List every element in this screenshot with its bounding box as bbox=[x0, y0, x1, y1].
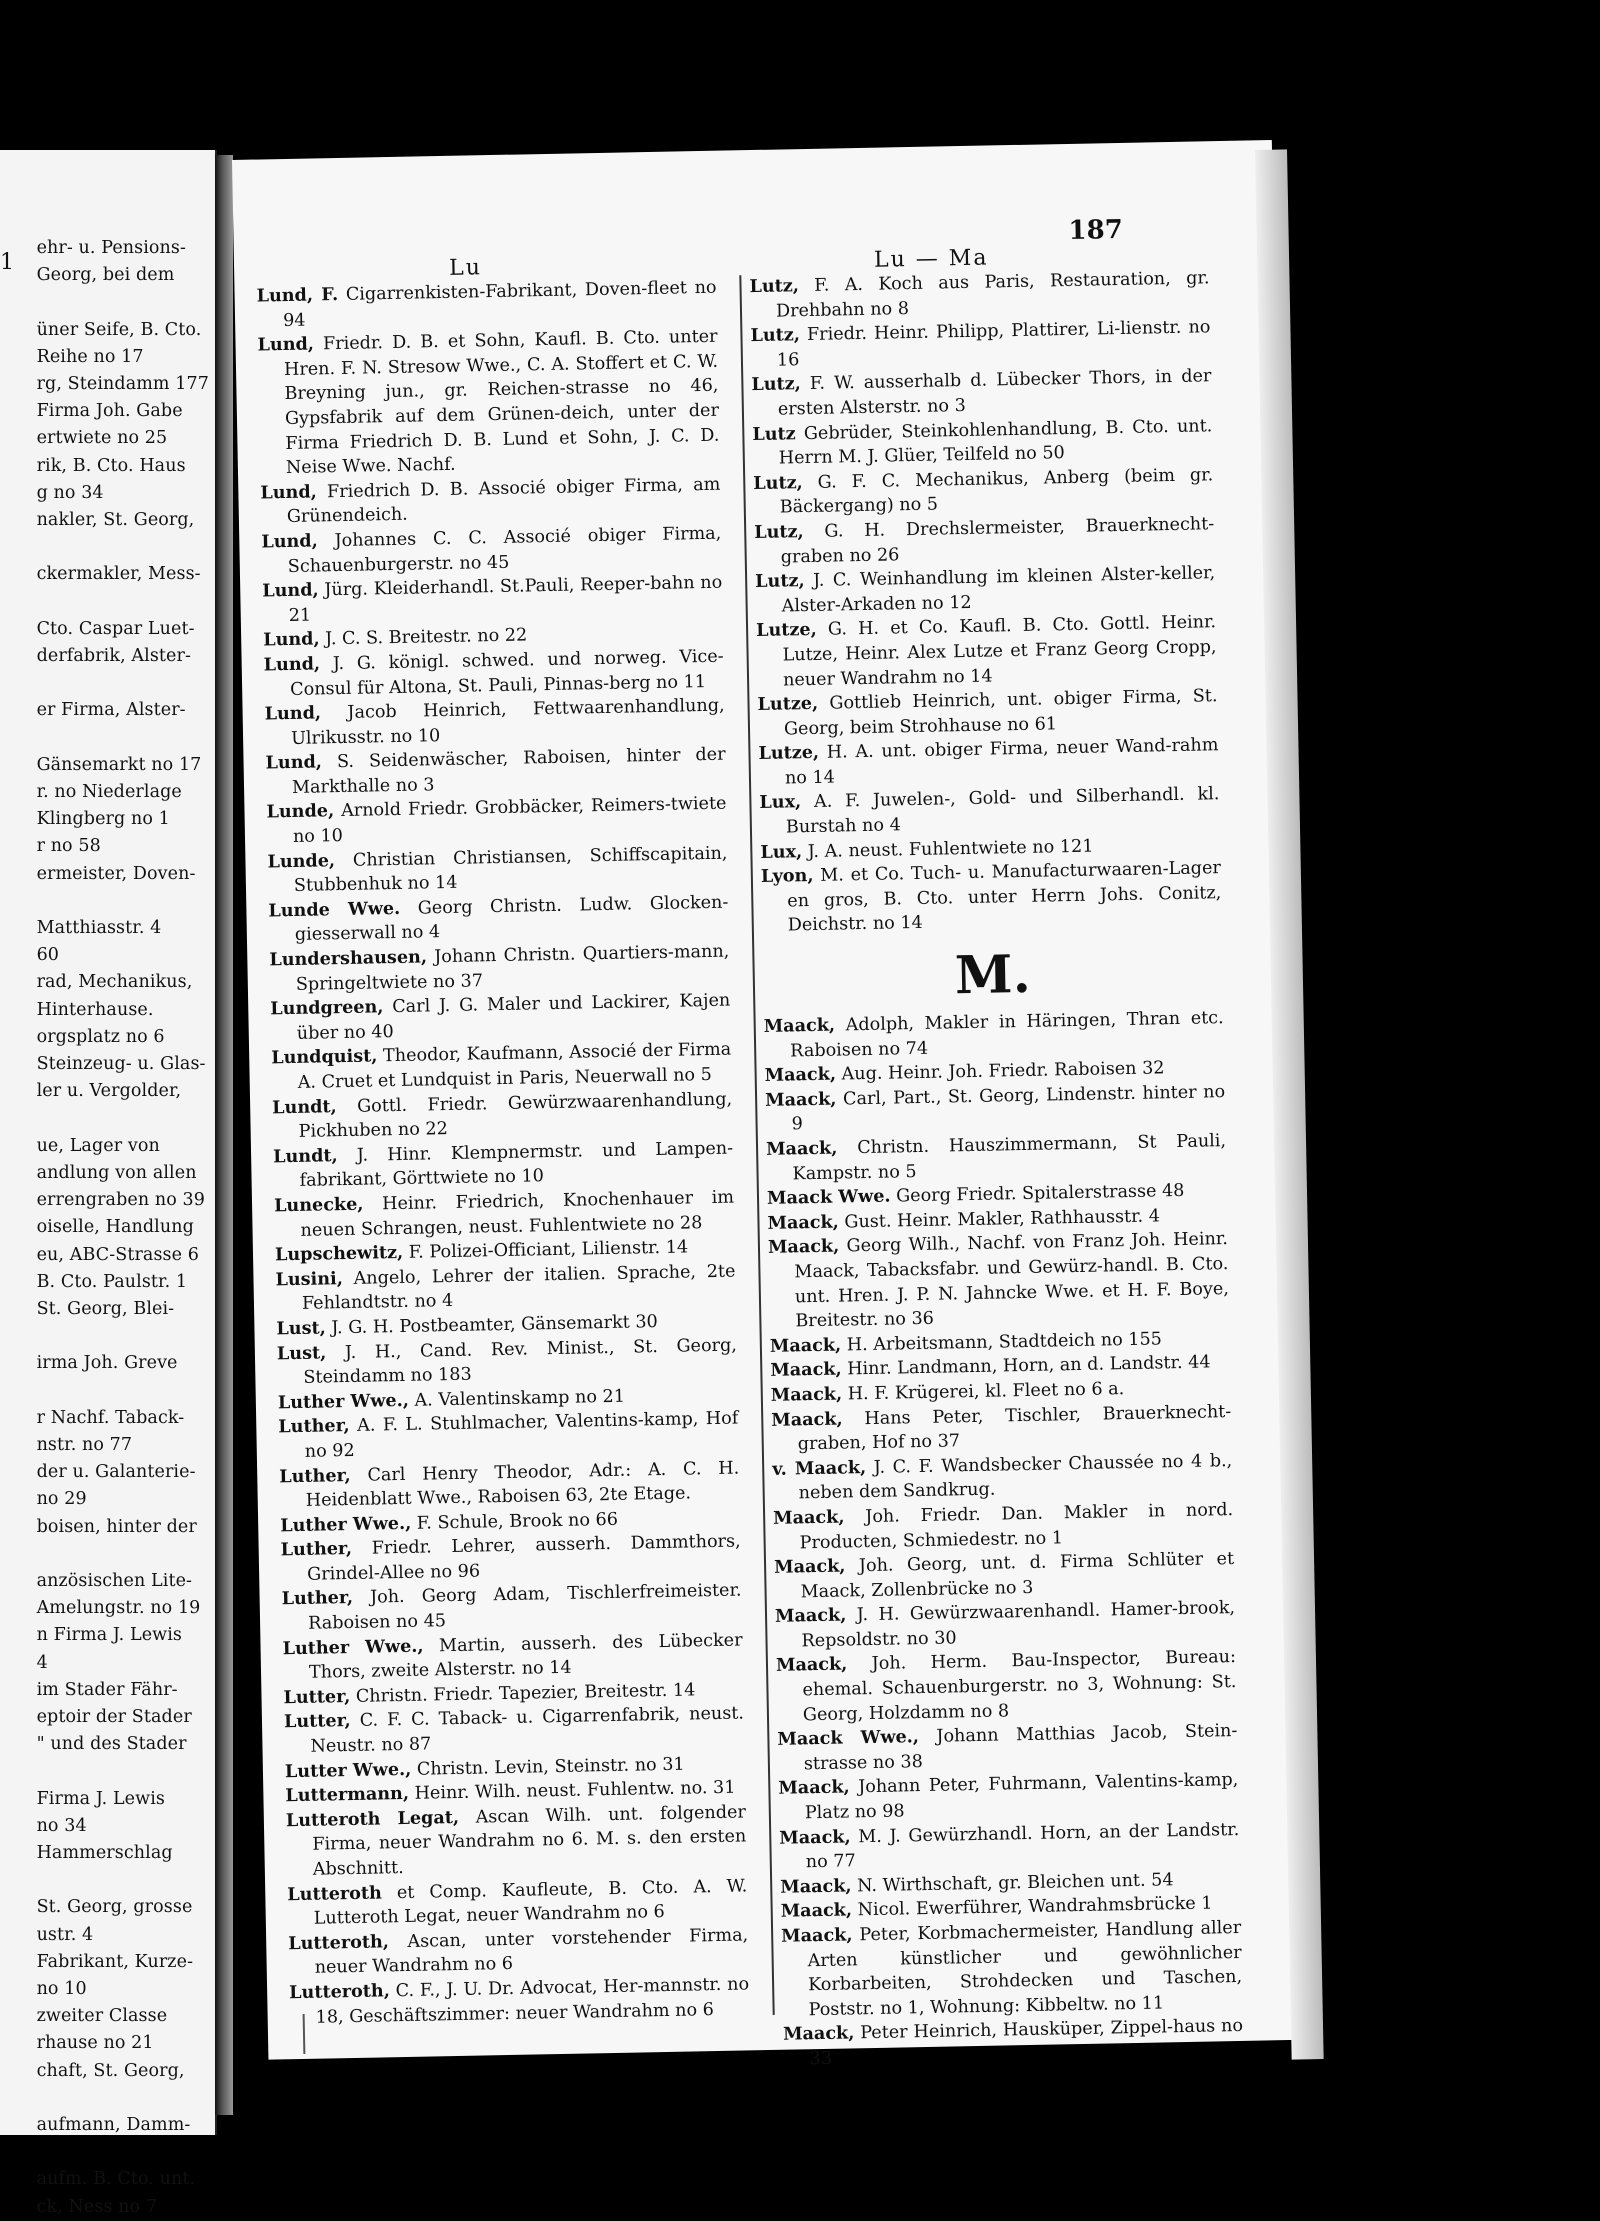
entry-name: Lundgreen, bbox=[270, 996, 384, 1020]
entry-name: Lutter, bbox=[283, 1710, 351, 1733]
previous-page-running-head: 1 bbox=[0, 250, 14, 275]
directory-entry bbox=[267, 841, 728, 899]
entry-text: Joh. Friedr. Dan. Makler in nord. Producten, Schmiedestr. no 1 bbox=[799, 1499, 1234, 1553]
entry-text: Heinr. Friedrich, Knochenhauer im neuen Schrangen, neust. Fuhlentwiete no 28 bbox=[300, 1187, 735, 1241]
directory-entry bbox=[279, 1456, 740, 1514]
entry-name: Maack, bbox=[782, 2022, 855, 2046]
directory-entry bbox=[266, 792, 727, 850]
directory-entry bbox=[277, 1333, 738, 1391]
previous-page-line: ermeister, Doven- bbox=[36, 863, 196, 884]
previous-page-line bbox=[37, 1378, 209, 1405]
entry-name: Lund, bbox=[260, 481, 317, 504]
entry-name: Lutter Wwe., bbox=[284, 1758, 412, 1782]
entry-text: F. W. ausserhalb d. Lübecker Thors, in der ersten Alsterstr. no 3 bbox=[777, 366, 1212, 420]
entry-text: Hans Peter, Tischler, Brauerknecht-graben, Hof no 37 bbox=[797, 1401, 1232, 1455]
previous-page-line: r. no Niederlage bbox=[36, 782, 182, 803]
entry-name: Maack, bbox=[779, 1826, 851, 1849]
entry-text: M. et Co. Tuch- u. Manufacturwaaren-Lager en gros, B. Cto. unter Herrn Johs. Conitz, Deichstr. no 14 bbox=[787, 858, 1222, 936]
entry-name: Maack, bbox=[780, 1924, 853, 1947]
entry-text: G. H. et Co. Kaufl. B. Cto. Gottl. Heinr. Lutze, Heinr. Alex Lutze et Franz Georg Cropp, neuer Wandrahm no 14 bbox=[782, 612, 1217, 691]
previous-page-line bbox=[37, 1867, 209, 1894]
entry-name: Lutze, bbox=[757, 692, 819, 716]
previous-page-line: eu, ABC-Strasse 6 bbox=[36, 1244, 199, 1265]
entry-text: G. F. C. Mechanikus, Anberg (beim gr. Bäckergang) no 5 bbox=[779, 464, 1214, 518]
previous-page-line: r no 58 bbox=[36, 836, 101, 857]
directory-entry bbox=[777, 1719, 1238, 1777]
directory-entry bbox=[758, 733, 1219, 791]
section-letter: M. bbox=[954, 943, 1032, 1007]
entry-name: Lundquist, bbox=[271, 1045, 378, 1069]
entry-name: Lund, bbox=[265, 751, 323, 774]
entry-name: Lund, bbox=[257, 333, 315, 356]
entry-text: F. Polizei-Officiant, Lilienstr. 14 bbox=[408, 1237, 689, 1263]
previous-page-line: der u. Galanterie- bbox=[36, 1462, 196, 1483]
previous-page-line: ue, Lager von bbox=[36, 1135, 160, 1156]
previous-page-line: no 34 bbox=[36, 1815, 87, 1836]
entry-name: Maack, bbox=[767, 1211, 840, 1234]
directory-entry bbox=[284, 1702, 745, 1760]
directory-entry bbox=[765, 1080, 1226, 1138]
directory-entry bbox=[263, 645, 724, 703]
entry-text: Jacob Heinrich, Fettwaarenhandlung, Ulrikusstr. no 10 bbox=[290, 695, 725, 749]
directory-entry bbox=[759, 783, 1220, 841]
previous-page-line bbox=[37, 589, 209, 616]
entry-text: Christn. Hauszimmermann, St Pauli, Kampstr. no 5 bbox=[792, 1131, 1227, 1185]
directory-entry bbox=[257, 325, 720, 481]
entry-text: J. C. S. Breitestr. no 22 bbox=[325, 625, 528, 650]
entry-name: Lutter, bbox=[283, 1685, 351, 1709]
entry-text: Gottl. Friedr. Gewürzwaarenhandlung, Pickhuben no 22 bbox=[298, 1089, 733, 1143]
previous-page-line: nstr. no 77 bbox=[36, 1434, 133, 1455]
previous-page-line: 60 bbox=[36, 945, 60, 966]
previous-page-line: n Firma J. Lewis bbox=[36, 1625, 183, 1646]
previous-page-line: zweiter Classe bbox=[36, 2006, 168, 2027]
entry-text: Heinr. Wilh. neust. Fuhlentw. no. 31 bbox=[414, 1777, 736, 1805]
entry-name: Maack, bbox=[770, 1383, 843, 1406]
entry-name: Lutteroth Legat, bbox=[285, 1806, 460, 1832]
entry-name: Maack, bbox=[771, 1408, 843, 1431]
previous-page-line: ckermakler, Mess- bbox=[36, 564, 201, 585]
previous-page-line: Reihe no 17 bbox=[36, 346, 144, 367]
directory-entry bbox=[280, 1530, 741, 1588]
previous-page-line bbox=[37, 534, 209, 561]
entry-name: Lutz, bbox=[754, 521, 804, 543]
entry-text: J. G. H. Postbeamter, Gänsemarkt 30 bbox=[331, 1311, 658, 1339]
entry-text: F. Schule, Brook no 66 bbox=[416, 1509, 619, 1534]
previous-page-line: Klingberg no 1 bbox=[36, 809, 170, 830]
entry-name: Luther Wwe., bbox=[280, 1512, 412, 1537]
entry-name: Lund, bbox=[261, 530, 318, 553]
entry-text: Ascan, unter vorstehender Firma, neuer Wandrahm no 6 bbox=[314, 1925, 749, 1979]
entry-name: Lutteroth, bbox=[288, 1931, 390, 1955]
previous-page-line: chaft, St. Georg, bbox=[36, 2060, 185, 2081]
entry-name: Lutz, bbox=[749, 275, 800, 298]
previous-page-line: ehr- u. Pensions- bbox=[36, 238, 187, 258]
entry-name: Lundershausen, bbox=[269, 946, 428, 971]
entry-name: Luther Wwe., bbox=[282, 1635, 424, 1659]
directory-entry bbox=[771, 1400, 1232, 1458]
entry-text: J. C. Weinhandlung im kleinen Alster-keller, Alster-Arkaden no 12 bbox=[781, 563, 1216, 617]
entry-text: Friedr. Heinr. Philipp, Plattirer, Li-lienstr. no 16 bbox=[776, 317, 1211, 371]
book-gutter bbox=[215, 155, 233, 2115]
entry-text: Christn. Friedr. Tapezier, Breitestr. 14 bbox=[355, 1680, 696, 1707]
entry-text: Carl Henry Theodor, Adr.: A. C. H. Heidenblatt Wwe., Raboisen 63, 2te Etage. bbox=[305, 1458, 740, 1511]
directory-entry bbox=[753, 463, 1214, 521]
previous-page-line: rik, B. Cto. Haus bbox=[36, 455, 186, 476]
entry-text: A. F. L. Stuhlmacher, Valentins-kamp, Hof no 92 bbox=[304, 1408, 739, 1462]
entry-text: Cigarrenkisten-Fabrikant, Doven-fleet no 94 bbox=[282, 277, 717, 331]
previous-page-line: Georg, bei dem bbox=[36, 265, 175, 286]
previous-page-line: ertwiete no 25 bbox=[36, 428, 168, 449]
entry-text: Ascan Wilh. unt. folgender Firma, neuer Wandrahm no 6. M. s. den ersten Abschnitt. bbox=[312, 1802, 747, 1880]
entry-name: Maack, bbox=[780, 1899, 853, 1923]
directory-entry bbox=[286, 1800, 747, 1883]
previous-page-line: rad, Mechanikus, bbox=[36, 972, 193, 993]
entry-name: Lund, bbox=[262, 579, 319, 602]
entry-name: Luther, bbox=[281, 1587, 354, 1610]
entry-name: Maack, bbox=[764, 1063, 837, 1087]
entry-text: J. C. F. Wandsbecker Chaussée no 4 b., neben dem Sandkrug. bbox=[798, 1450, 1233, 1504]
entry-name: Lupschewitz, bbox=[274, 1242, 404, 1266]
directory-entry bbox=[756, 611, 1217, 694]
entry-name: Maack, bbox=[778, 1776, 850, 1800]
entry-name: Maack, bbox=[780, 1875, 852, 1898]
previous-page-line: oiselle, Handlung bbox=[36, 1217, 194, 1238]
previous-page-line: eptoir der Stader bbox=[36, 1706, 192, 1727]
entry-name: Lux, bbox=[760, 840, 803, 863]
directory-entry bbox=[265, 743, 726, 801]
entry-name: Lusini, bbox=[275, 1267, 344, 1291]
entry-text: H. A. unt. obiger Firma, neuer Wand-rahm no 14 bbox=[784, 735, 1219, 789]
entry-text: G. H. Drechslermeister, Brauerknecht-graben no 26 bbox=[780, 514, 1215, 568]
entry-text: Friedrich D. B. Associé obiger Firma, am Grünendeich. bbox=[286, 474, 721, 528]
previous-page-line: St. Georg, Blei- bbox=[36, 1298, 175, 1319]
directory-entry bbox=[282, 1628, 743, 1686]
entry-name: Lux, bbox=[759, 791, 802, 814]
previous-page-line: orgsplatz no 6 bbox=[36, 1026, 165, 1047]
entry-name: Lund, F. bbox=[256, 283, 339, 307]
entry-text: Arnold Friedr. Grobbäcker, Reimers-twiete no 10 bbox=[292, 794, 727, 848]
previous-page-line: ck, Ness no 7 bbox=[36, 2196, 158, 2217]
entry-text: Georg Wilh., Nachf. von Franz Joh. Heinr. Maack, Tabacksfabr. und Gewürz-handl. B. Cto. unt. Hren. J. P. N. Jahncke Wwe. et H. F. Boye, Breitestr. no 36 bbox=[794, 1229, 1230, 1332]
entry-name: Maack, bbox=[773, 1555, 846, 1578]
previous-page-line bbox=[37, 1541, 209, 1568]
entry-name: Lundt, bbox=[271, 1095, 337, 1118]
entry-text: Johann Peter, Fuhrmann, Valentins-kamp, Platz no 98 bbox=[804, 1770, 1239, 1824]
entry-text: Georg Friedr. Spitalerstrasse 48 bbox=[895, 1181, 1185, 1207]
directory-entry bbox=[757, 684, 1218, 742]
entry-name: Lutz, bbox=[750, 324, 801, 347]
directory-entry bbox=[288, 1923, 749, 1981]
entry-text: Christn. Levin, Steinstr. no 31 bbox=[416, 1754, 685, 1780]
entry-text: J. Hinr. Klempnermstr. und Lampen-fabrikant, Görttwiete no 10 bbox=[299, 1138, 734, 1192]
previous-page-line: boisen, hinter der bbox=[36, 1516, 197, 1537]
previous-page-line bbox=[37, 2139, 209, 2166]
entry-text: Angelo, Lehrer der italien. Sprache, 2te Fehlandtstr. no 4 bbox=[301, 1261, 736, 1315]
entry-text: Carl, Part., St. Georg, Lindenstr. hinter no 9 bbox=[791, 1081, 1226, 1135]
previous-page-line: im Stader Fähr- bbox=[36, 1679, 178, 1700]
running-head-left: Lu bbox=[448, 255, 483, 281]
previous-page-line: " und des Stader bbox=[36, 1734, 187, 1755]
directory-entry bbox=[270, 989, 731, 1047]
directory-entry bbox=[278, 1407, 739, 1465]
entry-text: Christian Christiansen, Schiffscapitain, Stubbenhuk no 14 bbox=[293, 843, 728, 897]
previous-page-line: B. Cto. Paulstr. 1 bbox=[36, 1271, 188, 1292]
entry-name: Lunde, bbox=[266, 800, 335, 823]
entry-name: Maack, bbox=[764, 1088, 837, 1111]
entry-text: Joh. Georg, unt. d. Firma Schlüter et Maack, Zollenbrücke no 3 bbox=[800, 1549, 1235, 1603]
directory-entry bbox=[755, 561, 1216, 619]
entry-text: Georg Christn. Ludw. Glocken-giesserwall no 4 bbox=[294, 892, 729, 946]
previous-page-line bbox=[37, 1106, 209, 1133]
previous-page-line: er Firma, Alster- bbox=[36, 700, 186, 721]
entry-name: Lunecke, bbox=[273, 1193, 364, 1217]
directory-entry bbox=[749, 266, 1210, 324]
entry-text: Nicol. Ewerführer, Wandrahmsbrücke 1 bbox=[857, 1893, 1213, 1921]
directory-entry bbox=[774, 1547, 1235, 1605]
entry-text: J. A. neust. Fuhlentwiete no 121 bbox=[807, 836, 1094, 862]
previous-page-line: Hammerschlag bbox=[36, 1842, 173, 1863]
directory-entry bbox=[273, 1136, 734, 1194]
entry-name: Lutz, bbox=[753, 471, 803, 494]
entry-name: Maack, bbox=[770, 1358, 842, 1382]
directory-entry bbox=[778, 1768, 1239, 1826]
directory-entry bbox=[751, 365, 1212, 423]
previous-page-line: nakler, St. Georg, bbox=[36, 510, 195, 531]
running-head-right: Lu — Ma bbox=[873, 245, 989, 273]
previous-page-line: aufmann, Damm- bbox=[36, 2115, 191, 2136]
directory-entry bbox=[287, 1874, 748, 1932]
entry-name: Lutz bbox=[752, 422, 796, 445]
entry-name: Lutze, bbox=[755, 619, 817, 642]
entry-text: A. Valentinskamp no 21 bbox=[414, 1386, 626, 1411]
entry-name: Lutteroth bbox=[287, 1882, 383, 1905]
previous-page-line: St. Georg, grosse bbox=[36, 1897, 193, 1918]
entry-name: Lunde Wwe. bbox=[268, 897, 401, 922]
previous-page-line: g no 34 bbox=[36, 482, 104, 503]
previous-page-line bbox=[37, 1323, 209, 1350]
previous-page-line bbox=[37, 670, 209, 697]
entry-name: Luther Wwe., bbox=[277, 1389, 410, 1414]
previous-page-line: Firma Joh. Gabe bbox=[36, 401, 183, 422]
entry-text: Friedr. Lehrer, ausserh. Dammthors, Grindel-Allee no 96 bbox=[306, 1531, 741, 1585]
directory-entry bbox=[271, 1038, 732, 1096]
left-column bbox=[256, 276, 749, 2031]
directory-entry bbox=[779, 1818, 1240, 1876]
entry-text: Martin, ausserh. des Lübecker Thors, zweite Alsterstr. no 14 bbox=[308, 1630, 743, 1684]
previous-page-line bbox=[37, 289, 209, 316]
entry-text: Peter Heinrich, Hausküper, Zippel-haus no 33 bbox=[809, 2016, 1244, 2070]
entry-text: Johannes C. C. Associé obiger Firma, Schauenburgerstr. no 45 bbox=[287, 523, 722, 577]
entry-name: Luther, bbox=[279, 1464, 351, 1487]
entry-name: Maack, bbox=[769, 1334, 842, 1357]
previous-page-line: Gänsemarkt no 17 bbox=[36, 754, 202, 775]
directory-entry bbox=[768, 1227, 1230, 1334]
entry-name: Maack, bbox=[774, 1604, 847, 1628]
previous-page-line: andlung von allen bbox=[36, 1162, 197, 1183]
previous-page-line: no 10 bbox=[36, 1979, 87, 1999]
entry-text: Aug. Heinr. Joh. Friedr. Raboisen 32 bbox=[841, 1058, 1165, 1085]
entry-name: Lutz, bbox=[751, 373, 802, 396]
previous-page-line: Amelungstr. no 19 bbox=[36, 1598, 201, 1619]
directory-entry bbox=[752, 414, 1213, 472]
directory-entry bbox=[274, 1186, 735, 1244]
entry-text: M. J. Gewürzhandl. Horn, an der Landstr. no 77 bbox=[805, 1819, 1240, 1873]
right-column bbox=[749, 266, 1243, 2072]
directory-entry bbox=[750, 315, 1211, 373]
directory-entry bbox=[264, 694, 725, 752]
previous-page-line bbox=[37, 888, 209, 915]
entry-text: H. Arbeitsmann, Stadtdeich no 155 bbox=[846, 1329, 1163, 1356]
entry-text: J. H., Cand. Rev. Minist., St. Georg, Steindamm no 183 bbox=[303, 1335, 738, 1388]
entry-name: Luther, bbox=[280, 1538, 353, 1561]
entry-name: Lust, bbox=[276, 1317, 326, 1340]
previous-page-line: aufm. B. Cto. unt. bbox=[36, 2169, 196, 2190]
entry-text: Johann Christn. Quartiers-mann, Springeltwiete no 37 bbox=[295, 941, 730, 995]
previous-page-line: Matthiasstr. 4 bbox=[36, 918, 162, 939]
entry-text: Johann Matthias Jacob, Stein-strasse no 38 bbox=[803, 1721, 1238, 1775]
previous-page-line: 4 bbox=[36, 1652, 48, 1673]
previous-page-line: Fabrikant, Kurze- bbox=[36, 1951, 194, 1972]
directory-entry bbox=[772, 1449, 1233, 1507]
entry-text: C. F., J. U. Dr. Advocat, Her-mannstr. no 18, Geschäftszimmer: neuer Wandrahm no 6 bbox=[315, 1974, 750, 2028]
directory-entry bbox=[289, 1972, 750, 2030]
entry-text: Hinr. Landmann, Horn, an d. Landstr. 44 bbox=[847, 1352, 1211, 1380]
entry-name: Maack Wwe., bbox=[777, 1726, 920, 1751]
entry-text: Jürg. Kleiderhandl. St.Pauli, Reeper-bahn no 21 bbox=[288, 572, 723, 626]
previous-page-line bbox=[37, 1758, 209, 1785]
previous-page-line: Hinterhause. bbox=[36, 999, 154, 1020]
entry-name: Luttermann, bbox=[285, 1783, 410, 1807]
previous-page-line bbox=[37, 725, 209, 752]
previous-page-line: ustr. 4 bbox=[36, 1924, 94, 1945]
entry-name: Maack, bbox=[775, 1653, 848, 1677]
directory-entry bbox=[262, 571, 723, 629]
entry-text: Joh. Georg Adam, Tischlerfreimeister. Raboisen no 45 bbox=[307, 1580, 742, 1634]
right-column-entries-m bbox=[764, 1006, 1244, 2072]
previous-page-line: errengraben no 39 bbox=[36, 1190, 206, 1211]
directory-entry bbox=[761, 856, 1222, 939]
entry-text: F. A. Koch aus Paris, Restauration, gr. Drehbahn no 8 bbox=[775, 268, 1210, 322]
directory-entry bbox=[773, 1498, 1234, 1556]
directory-entry bbox=[269, 940, 730, 998]
entry-name: Lunde, bbox=[267, 849, 336, 873]
entry-text: Joh. Herm. Bau-Inspector, Bureau: ehemal. Schauenburgerstr. no 3, Wohnung: St. Georg, Holzdamm no 8 bbox=[802, 1647, 1237, 1725]
directory-entry bbox=[256, 276, 717, 334]
entry-text: H. F. Krügerei, kl. Fleet no 6 a. bbox=[847, 1379, 1125, 1405]
entry-text: Carl J. G. Maler und Lackirer, Kajen über no 40 bbox=[296, 990, 731, 1044]
entry-name: v. Maack, bbox=[772, 1456, 867, 1480]
entry-name: Lutze, bbox=[758, 742, 820, 765]
previous-page-line: no 29 bbox=[36, 1489, 87, 1510]
directory-entry bbox=[261, 522, 722, 580]
previous-page-fragment bbox=[0, 150, 217, 2217]
entry-text: J. G. königl. schwed. und norweg. Vice-Consul für Altona, St. Pauli, Pinnas-berg no 11 bbox=[289, 646, 724, 700]
entry-name: Lund, bbox=[264, 702, 322, 725]
entry-text: S. Seidenwäscher, Raboisen, hinter der Markthalle no 3 bbox=[291, 744, 726, 798]
entry-text: C. F. C. Taback- u. Cigarrenfabrik, neust. Neustr. no 87 bbox=[310, 1703, 745, 1757]
previous-page-line: Cto. Caspar Luet- bbox=[36, 618, 195, 639]
directory-entry bbox=[260, 472, 721, 530]
entry-name: Maack, bbox=[765, 1137, 838, 1160]
directory-entry bbox=[766, 1129, 1227, 1187]
previous-page-line: r Nachf. Taback- bbox=[36, 1407, 185, 1428]
previous-page-line: Firma J. Lewis bbox=[36, 1788, 165, 1809]
previous-page-line bbox=[37, 2085, 209, 2112]
previous-page-line: rhause no 21 bbox=[36, 2033, 154, 2054]
previous-page-line: anzösischen Lite- bbox=[36, 1570, 193, 1591]
entry-text: Friedr. D. B. et Sohn, Kaufl. B. Cto. unter Hren. F. N. Stresow Wwe., C. A. Stoffert et C. W. Breyning jun., gr. Reichen-strasse no 46, Gypsfabrik auf dem Grünen-deich, unter der Firma Friedrich D. B. Lund et Sohn, J. C. D. Neise Wwe. Nachf. bbox=[283, 326, 720, 479]
entry-name: Maack, bbox=[763, 1014, 836, 1037]
entry-text: Theodor, Kaufmann, Associé der Firma A. Cruet et Lundquist in Paris, Neuerwall no 5 bbox=[297, 1039, 732, 1093]
entry-name: Maack, bbox=[772, 1506, 845, 1529]
previous-page-line: derfabrik, Alster- bbox=[36, 646, 191, 667]
entry-name: Lund, bbox=[263, 653, 321, 676]
directory-entry bbox=[783, 2014, 1244, 2072]
directory-entry bbox=[272, 1087, 733, 1145]
entry-text: J. H. Gewürzwaarenhandl. Hamer-brook, Repsoldstr. no 30 bbox=[801, 1598, 1236, 1652]
entry-name: Lutteroth, bbox=[288, 1980, 391, 2004]
previous-page-line: Steinzeug- u. Glas- bbox=[36, 1054, 206, 1075]
directory-entry bbox=[776, 1645, 1237, 1728]
entry-name: Luther, bbox=[278, 1415, 350, 1438]
page-number: 187 bbox=[1068, 214, 1124, 246]
right-column-entries-l bbox=[749, 266, 1222, 939]
entry-text: Peter, Korbmachermeister, Handlung aller Arten künstlicher und gewöhnlicher Korbarbeiten, Strohdecken und Taschen, Poststr. no 1, Wohnung: Kibbeltw. no 11 bbox=[807, 1917, 1243, 2021]
previous-page-line: üner Seife, B. Cto. bbox=[36, 319, 202, 340]
entry-text: N. Wirthschaft, gr. Bleichen unt. 54 bbox=[856, 1870, 1174, 1897]
entry-name: Lundt, bbox=[272, 1144, 338, 1168]
previous-page-lines bbox=[37, 235, 209, 2221]
entry-name: Lund, bbox=[263, 628, 320, 651]
entry-name: Maack Wwe. bbox=[766, 1185, 891, 1210]
entry-name: Lyon, bbox=[760, 865, 814, 888]
previous-page-line: irma Joh. Greve bbox=[36, 1353, 178, 1374]
directory-entry bbox=[281, 1579, 742, 1637]
directory-page bbox=[232, 140, 1308, 2070]
entry-name: Maack, bbox=[767, 1235, 840, 1259]
directory-entry bbox=[268, 890, 729, 948]
directory-entry bbox=[775, 1596, 1236, 1654]
entry-text: Gebrüder, Steinkohlenhandlung, B. Cto. unt. Herrn M. J. Glüer, Teilfeld no 50 bbox=[778, 415, 1213, 469]
directory-entry bbox=[764, 1006, 1225, 1064]
directory-entry bbox=[781, 1916, 1243, 2023]
previous-page-line: ler u. Vergolder, bbox=[36, 1081, 182, 1102]
directory-entry bbox=[275, 1259, 736, 1317]
entry-name: Lust, bbox=[276, 1341, 327, 1364]
entry-name: Lutz, bbox=[754, 570, 805, 593]
directory-entry bbox=[754, 512, 1215, 570]
entry-text: Gust. Heinr. Makler, Rathhausstr. 4 bbox=[844, 1206, 1161, 1233]
entry-text: Gottlieb Heinrich, unt. obiger Firma, St. Georg, beim Strohhause no 61 bbox=[783, 686, 1218, 740]
previous-page-line: rg, Steindamm 177 bbox=[36, 374, 209, 395]
entry-text: Adolph, Makler in Häringen, Thran etc. Raboisen no 74 bbox=[790, 1008, 1224, 1062]
entry-text: et Comp. Kaufleute, B. Cto. A. W. Lutteroth Legat, neuer Wandrahm no 6 bbox=[313, 1876, 748, 1929]
entry-text: A. F. Juwelen-, Gold- und Silberhandl. kl. Burstah no 4 bbox=[785, 784, 1220, 838]
